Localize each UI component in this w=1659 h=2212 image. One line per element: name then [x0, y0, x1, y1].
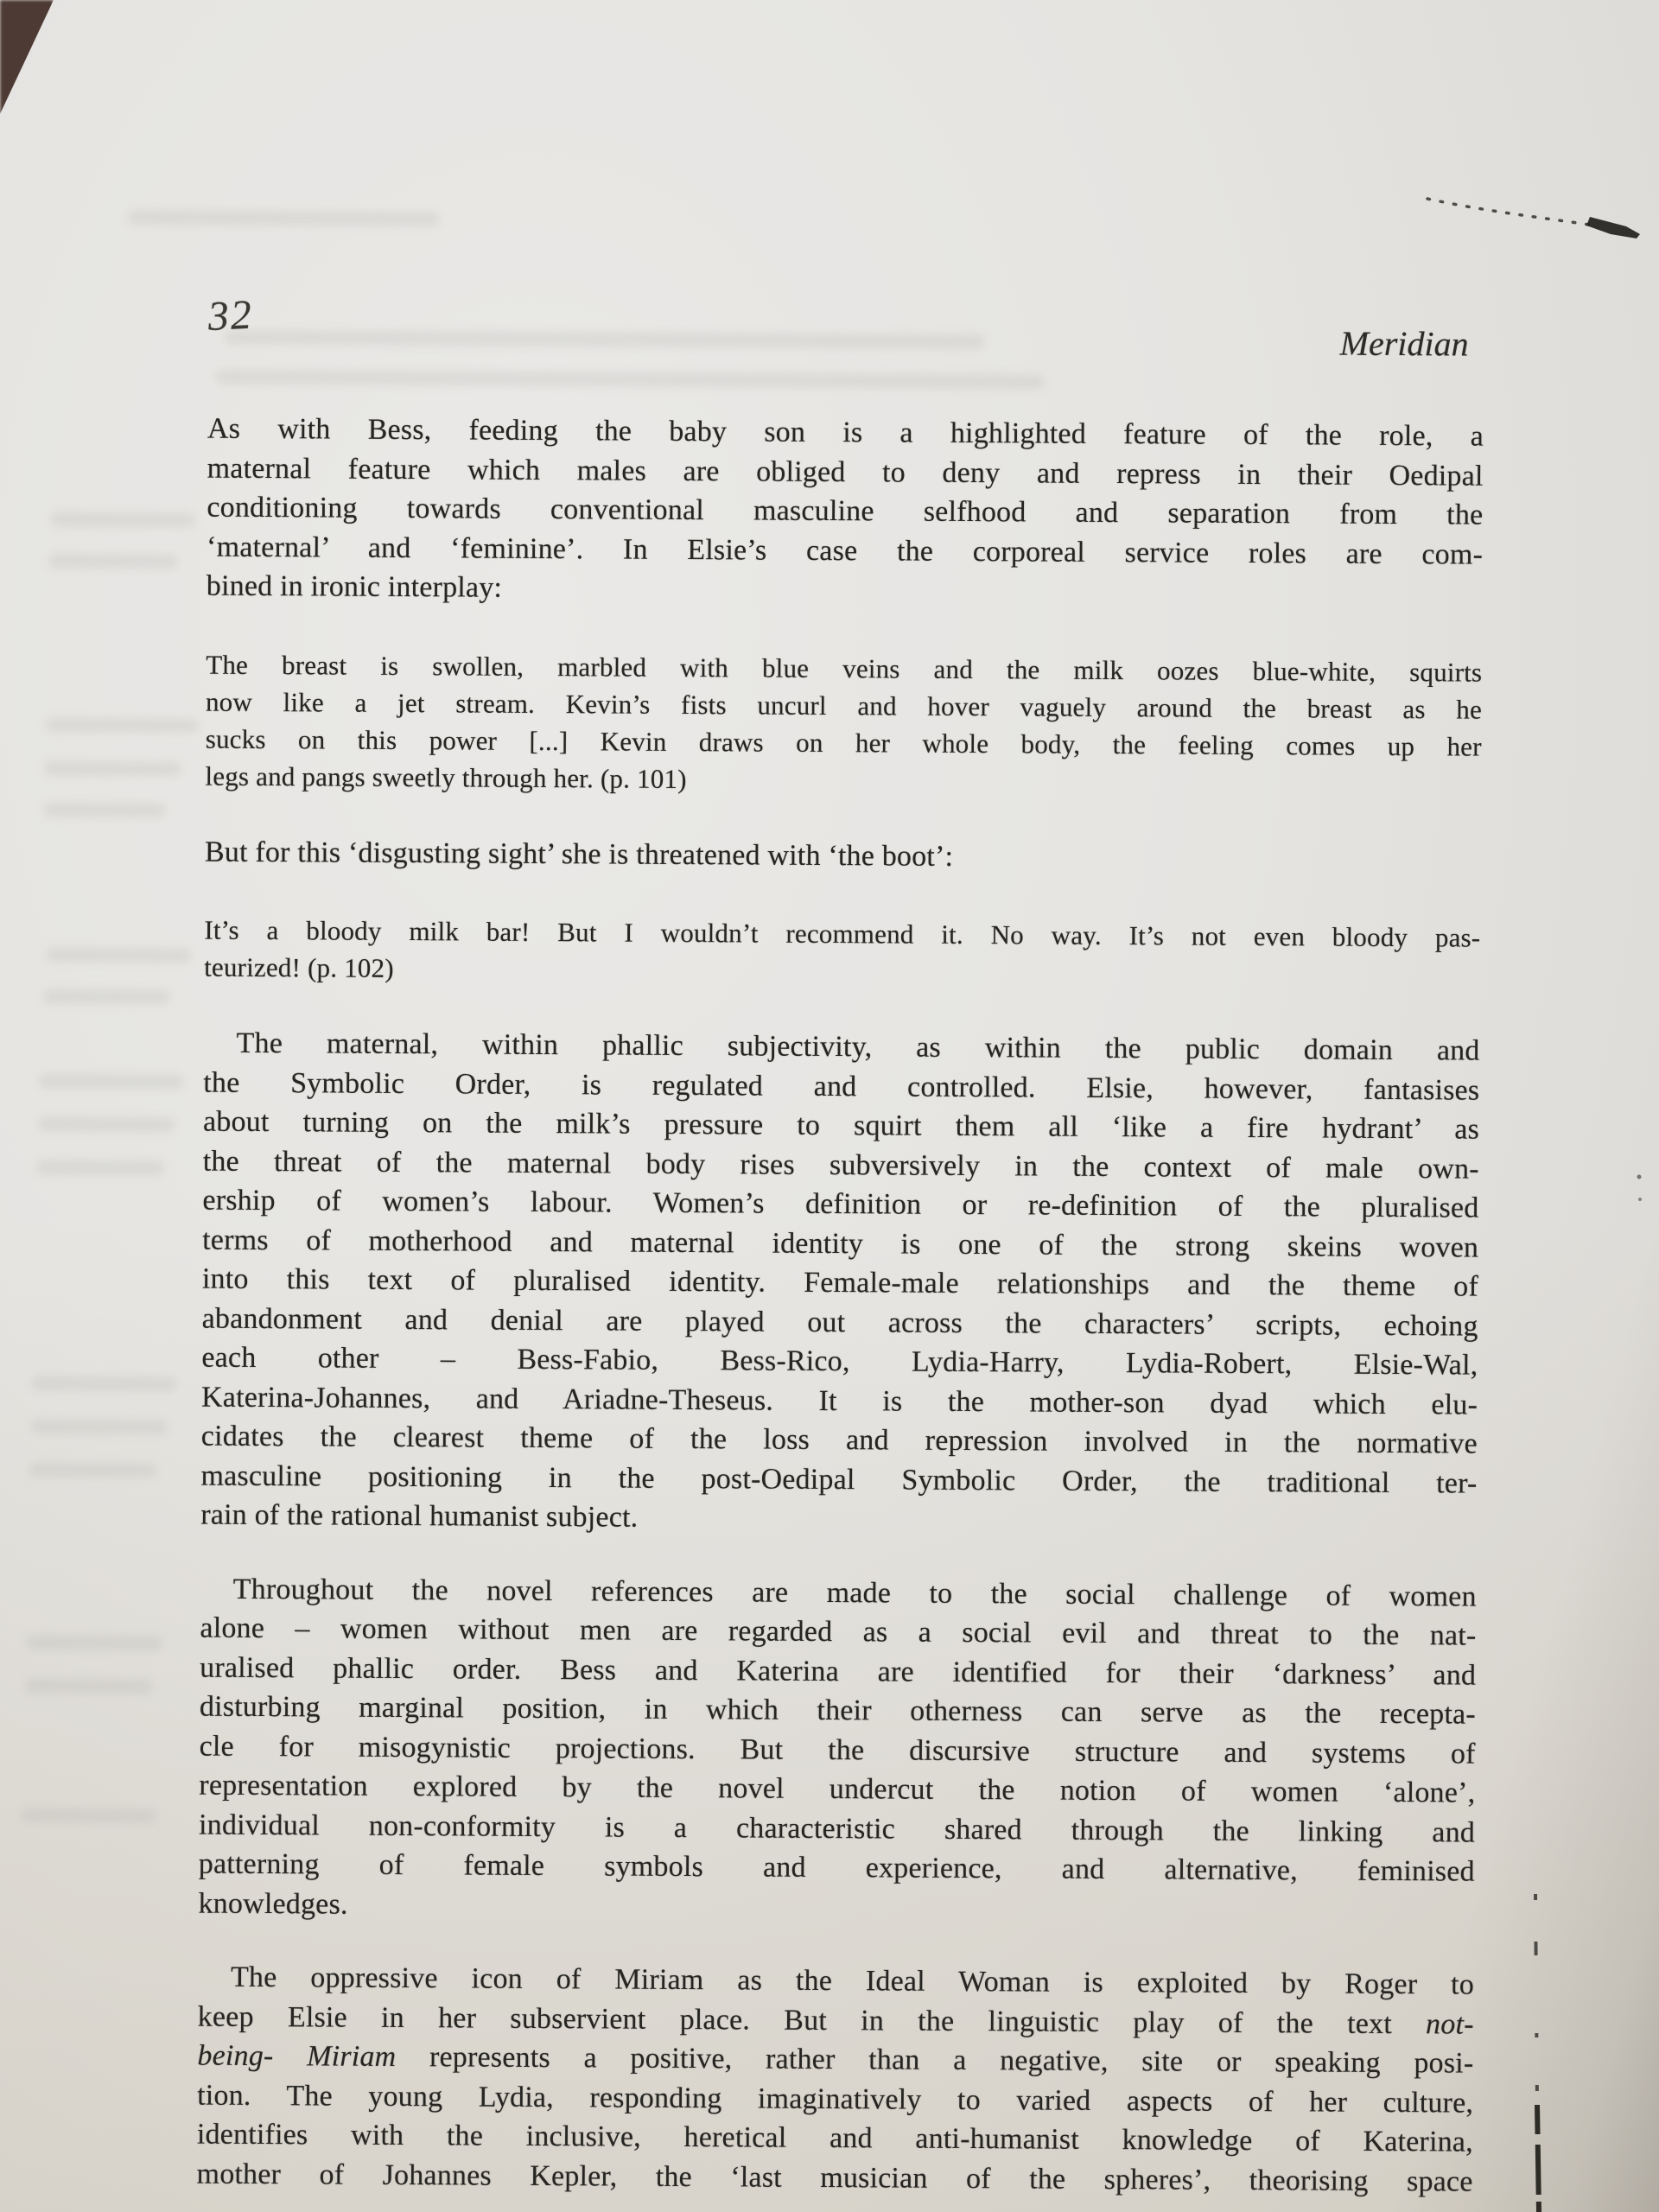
show-through-text — [24, 1678, 152, 1694]
text-line: maternal feature which males are obliged to deny and repress in their Oedipal — [207, 452, 1484, 493]
text-line: representation explored by the novel undercut the notion of women ‘alone’, — [199, 1769, 1476, 1809]
italic-text: being- Miriam — [197, 2039, 397, 2073]
text-line: The oppressive icon of Miriam as the Ideal Woman is exploited by Roger to — [230, 1961, 1475, 2001]
text-line: bined in ironic interplay: — [206, 569, 503, 604]
show-through-text — [36, 1160, 164, 1175]
show-through-text — [48, 553, 178, 569]
paragraph — [205, 832, 1481, 880]
text-line: terms of motherhood and maternal identity is one of the strong skeins woven — [202, 1224, 1479, 1264]
text-line: about turning on the milk’s pressure to squirt them all ‘like a fire hydrant’ as — [202, 1105, 1480, 1146]
text-line: uralised phallic order. Bess and Katerina are identified for their ‘darkness’ and — [200, 1651, 1477, 1692]
text-line: the threat of the maternal body rises subversively in the context of male own- — [202, 1145, 1479, 1185]
text-line: It’s a bloody milk bar! But I wouldn’t recommend it. No way. It’s not even bloody pas- — [204, 914, 1481, 953]
show-through-text — [215, 370, 1045, 390]
paragraph — [200, 1024, 1480, 1543]
page-number: 32 — [207, 291, 254, 340]
paragraph — [196, 1958, 1474, 2202]
text-line: rain of the rational humanist subject. — [200, 1498, 639, 1534]
show-through-text — [43, 802, 166, 817]
text-line: ership of women’s labour. Women’s definition or re-definition of the pluralised — [202, 1184, 1479, 1224]
show-through-text — [42, 988, 170, 1004]
show-through-text — [225, 330, 985, 349]
show-through-text — [29, 1462, 157, 1478]
show-through-text — [38, 1073, 183, 1089]
text-line: mother of Johannes Kepler, the ‘last musician of the spheres’, theorising space — [196, 2158, 1473, 2198]
text-line: ‘maternal’ and ‘feminine’. In Elsie’s case the corporeal service roles are com- — [207, 531, 1484, 571]
text-line: Katerina-Johannes, and Ariadne-Theseus. It is the mother-son dyad which elu- — [200, 1381, 1478, 1421]
text-line: into this text of pluralised identity. Female-male relationships and the theme of — [201, 1262, 1479, 1303]
text-line: the Symbolic Order, is regulated and controlled. Elsie, however, fantasises — [203, 1066, 1480, 1107]
text-line: identifies with the inclusive, heretical and anti-humanist knowledge of Katerina, — [196, 2118, 1473, 2158]
show-through-text — [20, 1808, 156, 1823]
show-through-text — [26, 1635, 162, 1650]
show-through-text — [38, 1116, 175, 1132]
show-through-text-layer — [0, 0, 1659, 5]
text-block — [196, 410, 1484, 2202]
show-through-text — [128, 210, 439, 226]
text-line: The breast is swollen, marbled with blue veins and the milk oozes blue-white, squirts — [206, 649, 1483, 688]
text-line — [197, 2037, 1473, 2084]
text-line: each other – Bess-Fabio, Bess-Rico, Lydia-Harry, Lydia-Robert, Elsie-Wal, — [201, 1341, 1478, 1382]
paragraph — [207, 410, 1484, 614]
text-line: now like a jet stream. Kevin’s fists uncurl and hover vaguely around the breast as he — [205, 686, 1483, 725]
text-line: abandonment and denial are played out across the characters’ scripts, echoing — [201, 1302, 1478, 1343]
text-line: sucks on this power [...] Kevin draws on her whole body, the feeling comes up her — [205, 723, 1482, 762]
text-line: patterning of female symbols and experience, and alternative, feminised — [198, 1847, 1475, 1888]
show-through-text — [46, 717, 200, 733]
text-line: disturbing marginal position, in which their otherness can serve as the recepta- — [199, 1690, 1477, 1731]
text-line: As with Bess, feeding the baby son is a highlighted feature of the role, a — [207, 412, 1484, 453]
text-segment: represents a positive, rather than a negative, site or speaking posi- — [396, 2040, 1474, 2080]
text-line: The maternal, within phallic subjectivity, as within the public domain and — [236, 1027, 1480, 1067]
show-through-text — [46, 947, 191, 963]
text-line: teurized! (p. 102) — [204, 951, 394, 983]
text-line: conditioning towards conventional masculine selfhood and separation from the — [207, 491, 1484, 531]
text-line: alone – women without men are regarded as a social evil and threat to the nat- — [200, 1611, 1477, 1652]
italic-text: not- — [1426, 2007, 1474, 2041]
text-line: Throughout the novel references are made to the social challenge of women — [232, 1573, 1477, 1613]
paragraph — [198, 1569, 1476, 1931]
running-head: Meridian — [1339, 323, 1469, 364]
text-line: knowledges. — [198, 1887, 348, 1921]
block-quote — [205, 645, 1482, 802]
show-through-text — [31, 1376, 176, 1391]
text-line: tion. The young Lydia, responding imaginatively to varied aspects of her culture, — [197, 2079, 1474, 2120]
text-line: masculine positioning in the post-Oedipal Symbolic Order, the traditional ter- — [200, 1459, 1478, 1500]
show-through-text — [44, 760, 182, 776]
show-through-text — [31, 1419, 168, 1434]
show-through-text — [50, 512, 195, 528]
text-segment: keep Elsie in her subservient place. But in the linguistic play of the text — [197, 2000, 1427, 2040]
text-line: individual non-conformity is a characteristic shared through the linking and — [198, 1808, 1476, 1849]
block-quote — [204, 912, 1480, 994]
text-line: cle for misogynistic projections. But the discursive structure and systems of — [199, 1730, 1476, 1770]
text-line: cidates the clearest theme of the loss and repression involved in the normative — [200, 1420, 1478, 1460]
text-line: legs and pangs sweetly through her. (p. 101) — [205, 760, 687, 794]
text-line: But for this ‘disgusting sight’ she is threatened with ‘the boot’: — [204, 836, 954, 873]
